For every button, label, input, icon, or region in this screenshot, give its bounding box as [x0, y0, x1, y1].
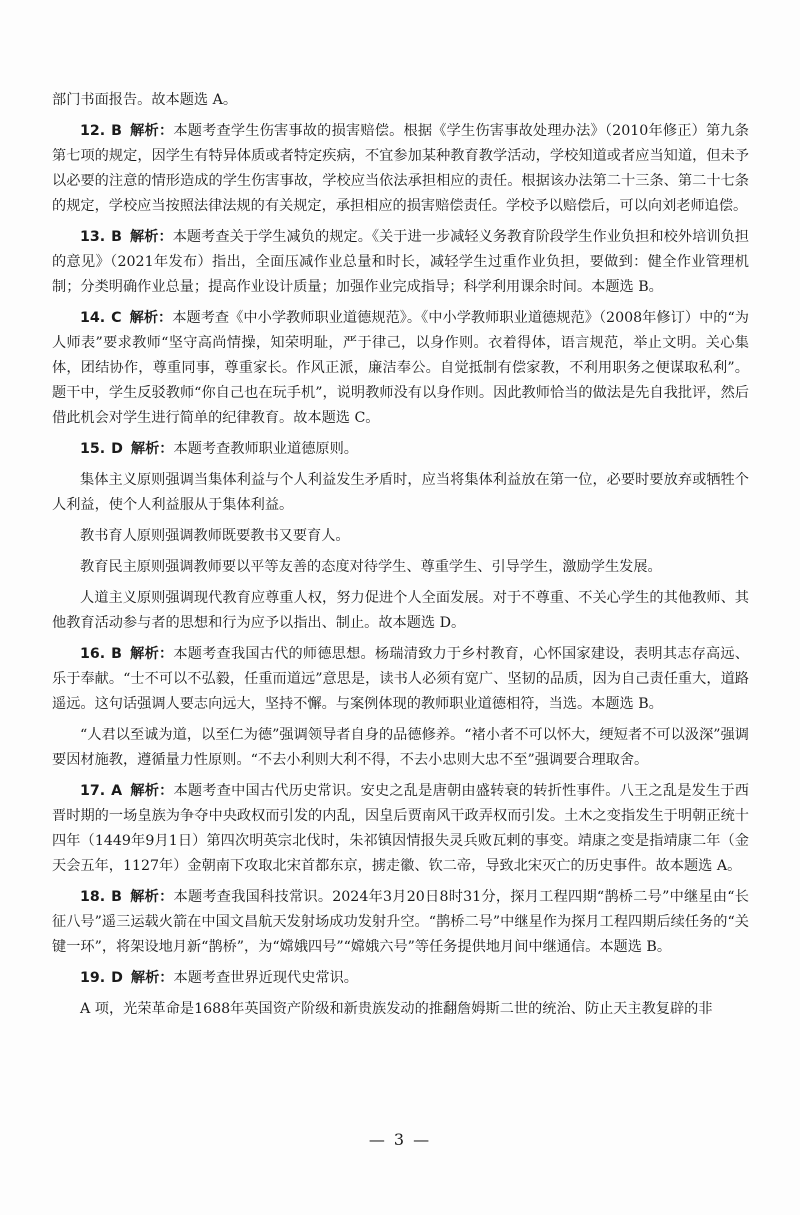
explanation-paragraph: 集体主义原则强调当集体利益与个人利益发生矛盾时，应当将集体利益放在第一位，必要时要放弃或牺牲个人利益，使个人利益服从于集体利益。 — [52, 472, 749, 513]
question-explanation — [52, 779, 749, 879]
explanation-text: 本题考查《中小学教师职业道德规范》。《中小学教师职业道德规范》（2008年修订）中的“为人师表”要求教师“坚守高尚情操，知荣明耻，严于律己，以身作则。衣着得体，语言规范，举止文明。关心集体，团结协作，尊重同事，尊重家长。作风正派，廉洁奉公。自觉抵制有偿家教，不利用职务之便谋取私利”。题干中，学生反驳教师“你自己也在玩手机”，说明教师没有以身作则。因此教师恰当的做法是先自我批评，然后借此机会对学生进行简单的纪律教育。故本题选 C。 — [52, 310, 749, 426]
answer-letter: B — [111, 889, 122, 905]
question-explanation — [52, 437, 749, 462]
answer-explanations — [52, 88, 749, 1028]
explanation-text: 本题考查教师职业道德原则。 — [173, 441, 358, 457]
question-number: 17. — [80, 783, 106, 799]
explanation-paragraph: 人道主义原则强调现代教育应尊重人权，努力促进个人全面发展。对于不尊重、不关心学生的其他教师、其他教育活动参与者的思想和行为应予以指出、制止。故本题选 D。 — [52, 590, 749, 631]
answer-letter: A — [111, 783, 123, 799]
explanation-paragraph: “人君以至诚为道，以至仁为德”强调领导者自身的品德修养。“褚小者不可以怀大，绠短者不可以汲深”强调要因材施教，遵循量力性原则。“不去小利则大利不得，不去小忠则大忠不至”强调要合理取舍。 — [52, 727, 749, 768]
explanation-text: 本题考查中国古代历史常识。安史之乱是唐朝由盛转衰的转折性事件。八王之乱是发生于西晋时期的一场皇族为争夺中央政权而引发的内乱，因皇后贾南风干政弄权而引发。土木之变指发生于明朝正统十四年（1449年9月1日）第四次明英宗北伐时，朱祁镇因情报失灵兵败瓦剌的事变。靖康之变是指靖康二年（金天会五年，1127年）金朝南下攻取北宋首都东京，掳走徽、钦二帝，导致北宋灭亡的历史事件。故本题选 A。 — [52, 783, 749, 874]
explanation-text: 本题考查我国古代的师德思想。杨瑞清致力于乡村教育，心怀国家建设，表明其志存高远、乐于奉献。“士不可以不弘毅，任重而道远”意思是，读书人必须有宽广、坚韧的品质，因为自己责任重大，道路遥远。这句话强调人要志向远大，坚持不懈。与案例体现的教师职业道德相符，当选。本题选 B。 — [52, 646, 749, 712]
explanation-label: 解析： — [129, 310, 173, 326]
explanation-paragraph: A 项，光荣革命是1688年英国资产阶级和新贵族发动的推翻詹姆斯二世的统治、防止天主教复辟的非 — [80, 1001, 713, 1017]
explanation-label: 解析： — [129, 229, 173, 245]
question-number: 19. — [80, 970, 106, 986]
explanation-paragraph: 教书育人原则强调教师既要教书又要育人。 — [80, 528, 350, 544]
question-explanation — [52, 642, 749, 717]
question-explanation — [52, 306, 749, 431]
answer-letter: B — [111, 646, 122, 662]
question-number: 13. — [80, 229, 106, 245]
explanation-text: 本题考查我国科技常识。2024年3月20日8时31分，探月工程四期“鹊桥二号”中继星由“长征八号”遥三运载火箭在中国文昌航天发射场成功发射升空。“鹊桥二号”中继星作为探月工程四期后续任务的“关键一环”，将架设地月新“鹊桥”，为“嫦娥四号”“嫦娥六号”等任务提供地月间中继通信。本题选 B。 — [52, 889, 749, 955]
answer-letter: C — [111, 310, 122, 326]
answer-letter: D — [111, 441, 123, 457]
answer-letter: B — [111, 229, 122, 245]
question-explanation — [52, 119, 749, 219]
continued-text: 部门书面报告。故本题选 A。 — [52, 92, 238, 108]
explanation-label: 解析： — [129, 123, 174, 139]
explanation-label: 解析： — [129, 889, 174, 905]
question-explanation — [52, 225, 749, 300]
explanation-text: 本题考查世界近现代史常识。 — [173, 970, 358, 986]
explanation-label: 解析： — [130, 970, 174, 986]
page-number: — 3 — — [368, 1130, 432, 1149]
question-number: 18. — [80, 889, 106, 905]
explanation-label: 解析： — [130, 783, 174, 799]
explanation-label: 解析： — [129, 646, 174, 662]
question-explanation — [52, 885, 749, 960]
question-explanation — [52, 966, 749, 991]
question-number: 14. — [80, 310, 106, 326]
question-number: 15. — [80, 441, 106, 457]
explanation-paragraph: 教育民主原则强调教师要以平等友善的态度对待学生、尊重学生、引导学生，激励学生发展。 — [80, 559, 662, 575]
explanation-text: 本题考查学生伤害事故的损害赔偿。根据《学生伤害事故处理办法》（2010年修正）第九条第七项的规定，因学生有特异体质或者特定疾病，不宜参加某种教育教学活动，学校知道或者应当知道，但未予以必要的注意的情形造成的学生伤害事故，学校应当依法承担相应的责任。根据该办法第二十三条、第二十七条的规定，学校应当按照法律法规的有关规定，承担相应的损害赔偿责任。学校予以赔偿后，可以向刘老师追偿。 — [52, 123, 749, 214]
answer-letter: D — [111, 970, 123, 986]
explanation-text: 本题考查关于学生减负的规定。《关于进一步减轻义务教育阶段学生作业负担和校外培训负担的意见》（2021年发布）指出，全面压减作业总量和时长，减轻学生过重作业负担，要做到：健全作业管理机制；分类明确作业总量；提高作业设计质量；加强作业完成指导；科学利用课余时间。本题选 B。 — [52, 229, 749, 295]
question-number: 12. — [80, 123, 106, 139]
answer-letter: B — [111, 123, 122, 139]
explanation-label: 解析： — [130, 441, 174, 457]
question-number: 16. — [80, 646, 106, 662]
